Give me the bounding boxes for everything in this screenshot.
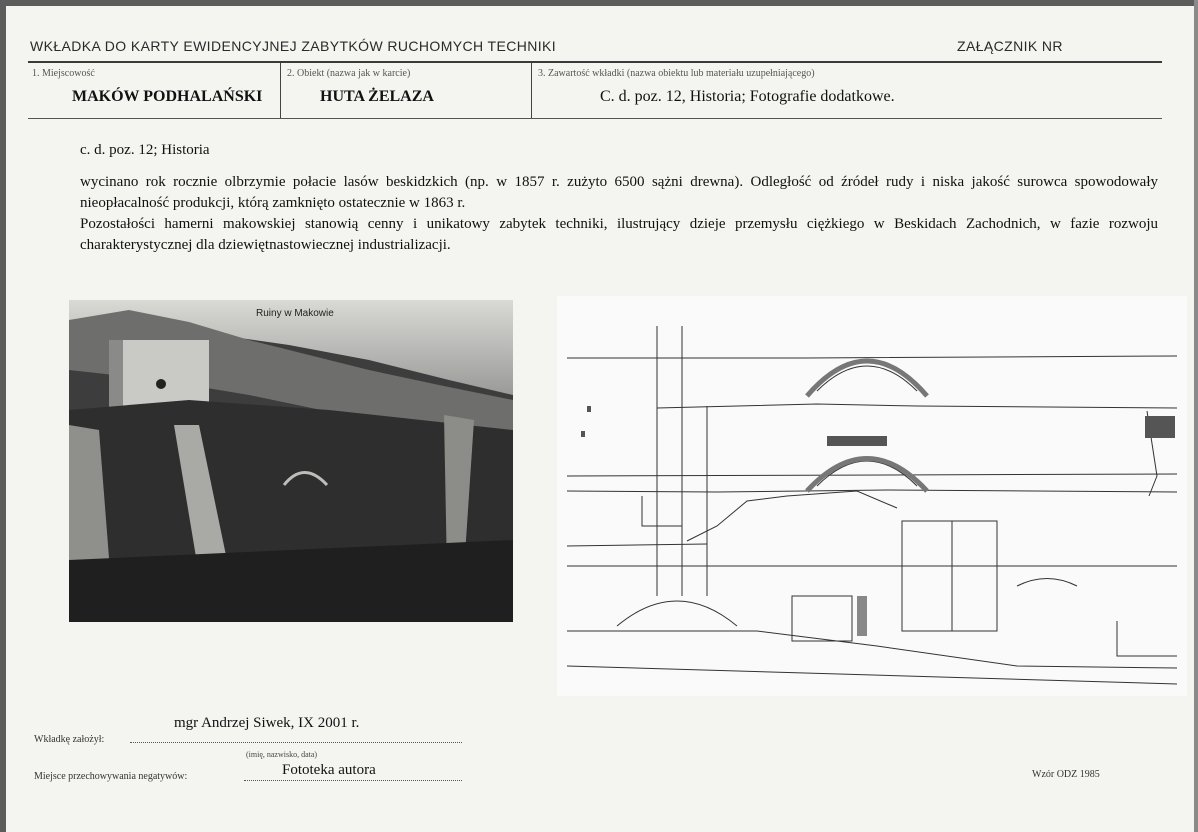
founded-value: mgr Andrzej Siwek, IX 2001 r. [174,715,360,731]
scan-edge-right [1194,0,1198,832]
technical-drawing [557,296,1187,696]
locality-label: 1. Miejscowość [32,68,95,79]
field-divider-2 [531,63,532,118]
section-title: c. d. poz. 12; Historia [80,142,210,158]
locality-value: MAKÓW PODHALAŃSKI [72,88,263,105]
attachment-label: ZAŁĄCZNIK NR [957,38,1063,54]
ruins-photo [69,300,513,622]
founded-dotline [130,742,462,743]
technical-drawing-image [557,296,1187,696]
history-paragraph: wycinano rok rocznie olbrzymie połacie lasów beskidzkich (np. w 1857 r. zużyto 6500 sążni drewna). Odległość od źródeł rudy i niska jakość surowca spowodowały nieopłacalność produkcji, którą zamknięto ostatecznie w 1863 r. [80,174,1158,211]
scan-edge-left [0,0,6,832]
founded-hint: (imię, nazwisko, data) [246,750,318,759]
ruins-photo-image [69,300,513,622]
form-title: WKŁADKA DO KARTY EWIDENCYJNEJ ZABYTKÓW RUCHOMYCH TECHNIKI [30,38,557,54]
content-value: C. d. poz. 12, Historia; Fotografie dodatkowe. [600,88,895,105]
object-label: 2. Obiekt (nazwa jak w karcie) [287,68,411,79]
content-label: 3. Zawartość wkładki (nazwa obiektu lub materiału uzupełniającego) [538,68,815,79]
field-divider-1 [280,63,281,118]
storage-dotline [244,780,462,781]
header-rule [28,61,1162,63]
scan-edge-top [0,0,1198,6]
fields-rule [28,118,1162,119]
storage-value: Fototeka autora [282,762,376,778]
history-text [80,172,1158,256]
founded-label: Wkładkę założył: [34,734,105,745]
history-paragraph: Pozostałości hamerni makowskiej stanowią cenny i unikatowy zabytek techniki, ilustrujący dzieje przemysłu ciężkiego w Beskidach Zachodnich, w fazie rozwoju charakterystycznej dla dziewiętnastowiecznej industrializacji. [80,216,1158,253]
photo-caption: Ruiny w Makowie [256,308,334,319]
object-value: HUTA ŻELAZA [320,88,434,105]
form-mark: Wzór ODZ 1985 [1032,769,1100,780]
storage-label: Miejsce przechowywania negatywów: [34,771,188,782]
